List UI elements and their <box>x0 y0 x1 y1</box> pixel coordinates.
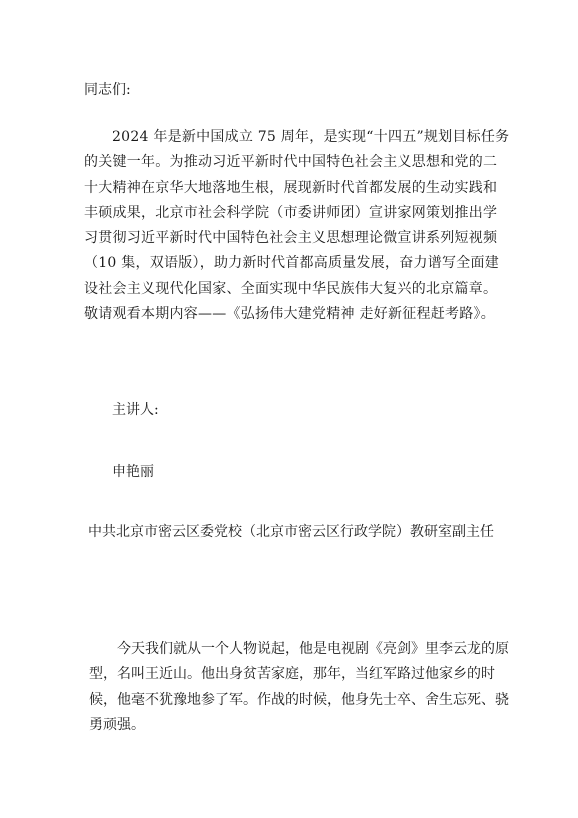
intro-paragraph: 2024 年是新中国成立 75 周年，是实现“十四五”规划目标任务的关键一年。为推动习近平新时代中国特色社会主义思想和党的二十大精神在京华大地落地生根，展现新时代首都发展的生动实践和丰硕成果，北京市社会科学院（市委讲师团）宣讲家网策划推出学习贯彻习近平新时代中国特色社会主义思想理论微宣讲系列短视频（10 集，双语版），助力新时代首都高质量发展，奋力谱写全面建设社会主义现代化国家、全面实现中华民族伟大复兴的北京篇章。敬请观看本期内容——《弘扬伟大建党精神 走好新征程赶考路》。 <box>84 129 510 323</box>
speaker-name: 申艳丽 <box>112 464 154 480</box>
greeting: 同志们: <box>84 82 131 98</box>
story-paragraph: 今天我们就从一个人物说起，他是电视剧《亮剑》里李云龙的原型，名叫王近山。他出身贫苦家庭，那年，当红军路过他家乡的时候，他毫不犹豫地参了军。作战的时候，他身先士卒、舍生忘死、骁勇顽强。 <box>89 641 509 733</box>
speaker-affiliation: 中共北京市密云区委党校（北京市密云区行政学院）教研室副主任 <box>88 524 494 540</box>
speaker-label: 主讲人: <box>112 402 159 418</box>
